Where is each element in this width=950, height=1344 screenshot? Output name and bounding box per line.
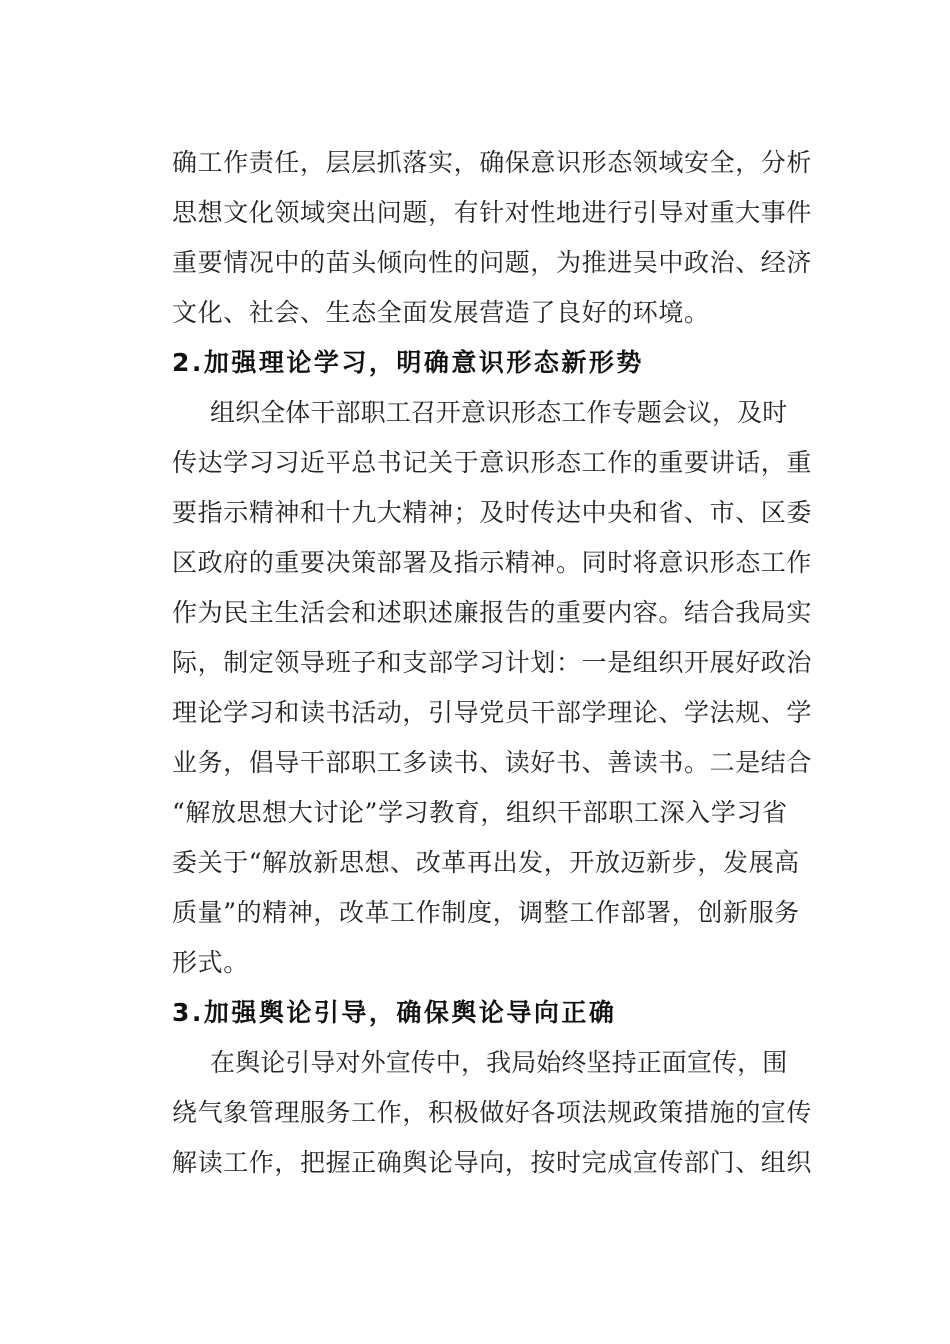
text-line: 思想文化领域突出问题，有针对性地进行引导对重大事件 <box>172 198 813 227</box>
paragraph-2 <box>172 388 832 988</box>
text-line: 解读工作，把握正确舆论导向，按时完成宣传部门、组织 <box>172 1148 813 1177</box>
paragraph-1 <box>172 138 832 338</box>
text-line: 确工作责任，层层抓落实，确保意识形态领域安全，分析 <box>172 148 813 177</box>
text-line: 组织全体干部职工召开意识形态工作专题会议，及时 <box>210 398 788 427</box>
text-line: 理论学习和读书活动，引导党员干部学理论、学法规、学 <box>172 698 813 727</box>
section-heading-3: 3.加强舆论引导，确保舆论导向正确 <box>172 998 617 1027</box>
text-line: 委关于“解放新思想、改革再出发，开放迈新步，发展高 <box>172 848 800 877</box>
text-line: 重要情况中的苗头倾向性的问题，为推进吴中政治、经济 <box>172 248 813 277</box>
text-line: 绕气象管理服务工作，积极做好各项法规政策措施的宣传 <box>172 1098 813 1127</box>
text-line: 形式。 <box>172 948 249 977</box>
text-line: 在舆论引导对外宣传中，我局始终坚持正面宣传，围 <box>210 1048 788 1077</box>
section-heading-2: 2.加强理论学习，明确意识形态新形势 <box>172 348 644 377</box>
text-line: 际，制定领导班子和支部学习计划：一是组织开展好政治 <box>172 648 813 677</box>
text-line: 质量”的精神，改革工作制度，调整工作部署，创新服务 <box>172 898 800 927</box>
text-line: 区政府的重要决策部署及指示精神。同时将意识形态工作 <box>172 548 813 577</box>
text-line: 业务，倡导干部职工多读书、读好书、善读书。二是结合 <box>172 748 813 777</box>
paragraph-3 <box>172 1038 832 1188</box>
text-line: 传达学习习近平总书记关于意识形态工作的重要讲话，重 <box>172 448 813 477</box>
document-page <box>172 138 832 1188</box>
text-line: “解放思想大讨论”学习教育，组织干部职工深入学习省 <box>172 798 788 827</box>
text-line: 作为民主生活会和述职述廉报告的重要内容。结合我局实 <box>172 598 813 627</box>
text-line: 要指示精神和十九大精神；及时传达中央和省、市、区委 <box>172 498 813 527</box>
text-line: 文化、社会、生态全面发展营造了良好的环境。 <box>172 298 710 327</box>
